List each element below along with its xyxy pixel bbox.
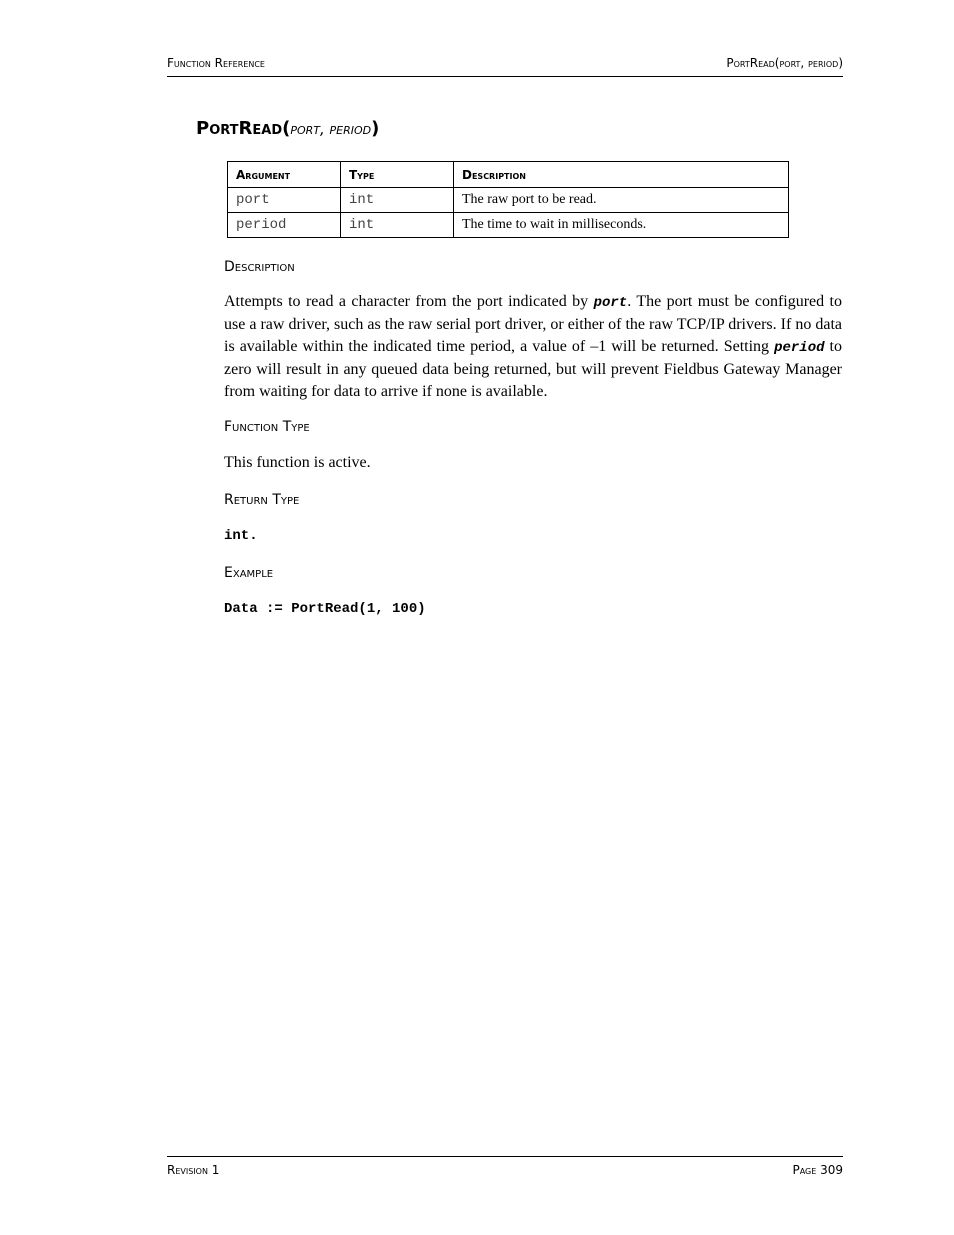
table-cell-description: The time to wait in milliseconds. (454, 213, 789, 238)
table-cell-type: int (341, 188, 454, 213)
table-cell-type: int (341, 213, 454, 238)
table-header-row (228, 162, 789, 188)
description-text-1: Attempts to read a character from the port indicated by (224, 293, 594, 310)
arguments-table (227, 161, 789, 238)
footer-page-number: Page 309 (792, 1163, 843, 1177)
description-heading: Description (224, 259, 295, 275)
table-row (228, 213, 789, 238)
example-heading: Example (224, 565, 274, 581)
page-footer (167, 1156, 843, 1179)
function-title-params: port, period (290, 120, 372, 138)
table-cell-description: The raw port to be read. (454, 188, 789, 213)
table-cell-argument: period (228, 213, 341, 238)
example-code: Data := PortRead(1, 100) (224, 601, 426, 617)
table-header-description: Description (454, 162, 789, 188)
function-title-close: ) (371, 118, 380, 139)
return-type-code: int. (224, 528, 258, 544)
function-title-name: PortRead( (196, 118, 291, 139)
function-type-heading: Function Type (224, 419, 310, 435)
function-title (196, 118, 379, 139)
return-type-heading: Return Type (224, 492, 300, 508)
description-text-3: to zero will result in any queued data being returned, but will prevent Fieldbus Gateway Manager from waiting for data to arrive if none is available. (224, 338, 842, 400)
header-section-title: Function Reference (167, 56, 265, 70)
table-header-type: Type (341, 162, 454, 188)
description-text-2: . The port must be configured to use a raw driver, such as the raw serial port driver, or either of the raw TCP/IP drivers. If no data is available within the indicated time period, a value of –1 will be returned. Setting (224, 293, 843, 355)
description-code-period: period (774, 340, 825, 356)
description-code-port: port (593, 295, 628, 311)
description-paragraph (224, 291, 842, 403)
header-function-name: PortRead(port, period) (726, 56, 843, 70)
table-cell-argument: port (228, 188, 341, 213)
function-type-text: This function is active. (224, 454, 371, 471)
table-row (228, 188, 789, 213)
table-header-argument: Argument (228, 162, 341, 188)
footer-revision: Revision 1 (167, 1163, 220, 1177)
page-header (167, 56, 843, 77)
